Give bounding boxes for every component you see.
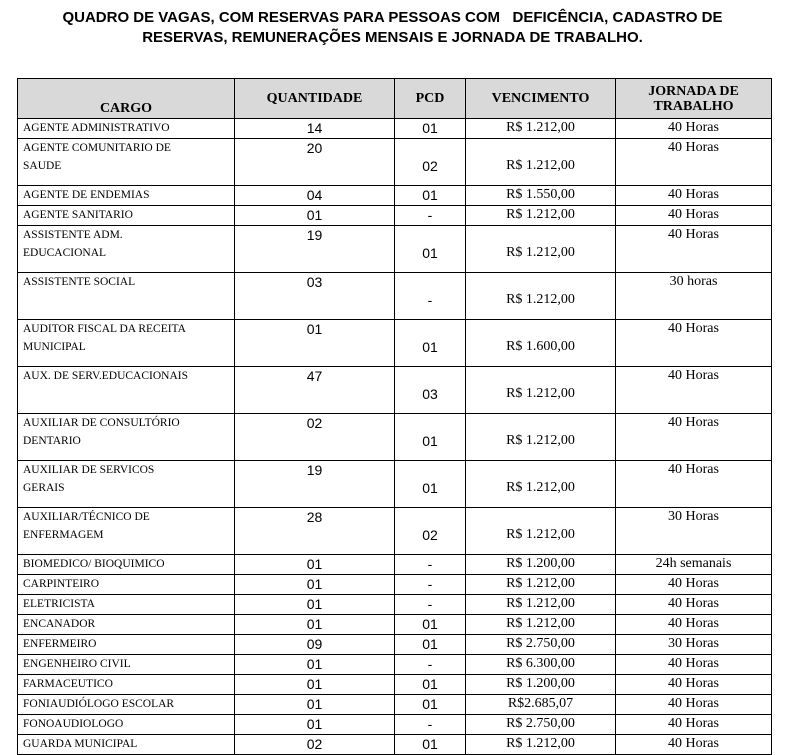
cell-vencimento: R$ 1.200,00 bbox=[466, 555, 616, 575]
cell-quantidade: 01 bbox=[235, 655, 395, 675]
cargo-line: FARMACEUTICO bbox=[23, 678, 113, 690]
cell-quantidade: 47 bbox=[235, 367, 395, 414]
cell-quantidade: 01 bbox=[235, 320, 395, 367]
cell-quantidade: 01 bbox=[235, 715, 395, 735]
cell-cargo bbox=[18, 226, 235, 273]
cell-quantidade: 03 bbox=[235, 273, 395, 320]
cell-cargo bbox=[18, 273, 235, 320]
cell-vencimento: R$2.685,07 bbox=[466, 695, 616, 715]
table-row bbox=[18, 555, 772, 575]
cell-quantidade: 19 bbox=[235, 461, 395, 508]
cell-pcd: - bbox=[395, 206, 466, 226]
cell-cargo bbox=[18, 206, 235, 226]
table-row bbox=[18, 508, 772, 555]
header-jornada-line-2: TRABALHO bbox=[653, 98, 734, 114]
cell-pcd: - bbox=[395, 555, 466, 575]
table-row bbox=[18, 675, 772, 695]
cell-jornada: 40 Horas bbox=[616, 695, 772, 715]
document-title bbox=[0, 8, 785, 48]
cargo-line: MUNICIPAL bbox=[23, 341, 86, 353]
cell-jornada: 24h semanais bbox=[616, 555, 772, 575]
cell-vencimento: R$ 2.750,00 bbox=[466, 715, 616, 735]
cell-quantidade: 01 bbox=[235, 615, 395, 635]
vacancies-table bbox=[17, 78, 772, 755]
cell-vencimento: R$ 1.200,00 bbox=[466, 675, 616, 695]
cargo-line: ELETRICISTA bbox=[23, 598, 95, 610]
cell-jornada: 40 Horas bbox=[616, 367, 772, 414]
cell-pcd: - bbox=[395, 273, 466, 320]
cell-pcd: 02 bbox=[395, 508, 466, 555]
cell-jornada: 30 Horas bbox=[616, 635, 772, 655]
cell-quantidade: 01 bbox=[235, 595, 395, 615]
cell-cargo bbox=[18, 414, 235, 461]
cell-quantidade: 01 bbox=[235, 206, 395, 226]
cell-cargo bbox=[18, 508, 235, 555]
cell-cargo bbox=[18, 675, 235, 695]
cell-quantidade: 14 bbox=[235, 119, 395, 139]
cell-vencimento: R$ 1.212,00 bbox=[466, 575, 616, 595]
cell-vencimento: R$ 1.212,00 bbox=[466, 615, 616, 635]
cell-pcd: 01 bbox=[395, 635, 466, 655]
cell-jornada: 40 Horas bbox=[616, 226, 772, 273]
table-row bbox=[18, 461, 772, 508]
cell-cargo bbox=[18, 575, 235, 595]
cargo-line: ENGENHEIRO CIVIL bbox=[23, 658, 131, 670]
cell-quantidade: 19 bbox=[235, 226, 395, 273]
cargo-line: GUARDA MUNICIPAL bbox=[23, 738, 138, 750]
table-row bbox=[18, 206, 772, 226]
cell-vencimento: R$ 6.300,00 bbox=[466, 655, 616, 675]
cell-vencimento: R$ 1.550,00 bbox=[466, 186, 616, 206]
table-row bbox=[18, 273, 772, 320]
cargo-line: AGENTE DE ENDEMIAS bbox=[23, 189, 150, 201]
cell-jornada: 40 Horas bbox=[616, 414, 772, 461]
table-row bbox=[18, 414, 772, 461]
cell-jornada: 30 horas bbox=[616, 273, 772, 320]
cell-cargo bbox=[18, 461, 235, 508]
header-jornada-line-1: JORNADA DE bbox=[648, 83, 739, 99]
cell-jornada: 40 Horas bbox=[616, 119, 772, 139]
cargo-line: ASSISTENTE ADM. bbox=[23, 229, 123, 241]
cell-jornada: 40 Horas bbox=[616, 139, 772, 186]
cargo-line: ENFERMEIRO bbox=[23, 638, 97, 650]
cargo-line: AUXILIAR DE SERVICOS bbox=[23, 464, 155, 476]
cell-quantidade: 02 bbox=[235, 735, 395, 755]
table-row bbox=[18, 595, 772, 615]
cell-pcd: 01 bbox=[395, 675, 466, 695]
cell-quantidade: 01 bbox=[235, 575, 395, 595]
cell-cargo bbox=[18, 320, 235, 367]
cell-quantidade: 09 bbox=[235, 635, 395, 655]
cell-vencimento: R$ 1.212,00 bbox=[466, 461, 616, 508]
cell-quantidade: 28 bbox=[235, 508, 395, 555]
header-quantidade: QUANTIDADE bbox=[235, 79, 395, 119]
header-cargo: CARGO bbox=[18, 79, 235, 119]
cargo-line: ENCANADOR bbox=[23, 618, 96, 630]
cell-pcd: 01 bbox=[395, 119, 466, 139]
cell-cargo bbox=[18, 615, 235, 635]
cargo-line: AUXILIAR/TÉCNICO DE bbox=[23, 511, 150, 523]
table-row bbox=[18, 615, 772, 635]
cell-jornada: 40 Horas bbox=[616, 461, 772, 508]
cargo-line: AGENTE COMUNITARIO DE bbox=[23, 142, 171, 154]
cell-pcd: 02 bbox=[395, 139, 466, 186]
cargo-line: SAUDE bbox=[23, 160, 62, 172]
cell-pcd: - bbox=[395, 655, 466, 675]
cell-pcd: 01 bbox=[395, 735, 466, 755]
cell-jornada: 40 Horas bbox=[616, 655, 772, 675]
cell-quantidade: 02 bbox=[235, 414, 395, 461]
cargo-line: AUXILIAR DE CONSULTÓRIO bbox=[23, 417, 180, 429]
cell-pcd: 03 bbox=[395, 367, 466, 414]
cell-cargo bbox=[18, 635, 235, 655]
cell-cargo bbox=[18, 119, 235, 139]
header-pcd: PCD bbox=[395, 79, 466, 119]
cell-quantidade: 01 bbox=[235, 675, 395, 695]
cell-quantidade: 04 bbox=[235, 186, 395, 206]
cell-cargo bbox=[18, 186, 235, 206]
cargo-line: EDUCACIONAL bbox=[23, 247, 107, 259]
cell-jornada: 40 Horas bbox=[616, 575, 772, 595]
cell-pcd: - bbox=[395, 595, 466, 615]
cargo-line: AUDITOR FISCAL DA RECEITA bbox=[23, 323, 186, 335]
cell-vencimento: R$ 1.212,00 bbox=[466, 367, 616, 414]
cargo-line: CARPINTEIRO bbox=[23, 578, 100, 590]
table-row bbox=[18, 655, 772, 675]
cell-vencimento: R$ 1.212,00 bbox=[466, 414, 616, 461]
cargo-line: ASSISTENTE SOCIAL bbox=[23, 276, 136, 288]
table-row bbox=[18, 715, 772, 735]
table-row bbox=[18, 367, 772, 414]
cell-vencimento: R$ 1.600,00 bbox=[466, 320, 616, 367]
cell-cargo bbox=[18, 715, 235, 735]
table-body bbox=[18, 119, 772, 755]
cell-pcd: 01 bbox=[395, 186, 466, 206]
cell-pcd: - bbox=[395, 575, 466, 595]
cell-jornada: 40 Horas bbox=[616, 186, 772, 206]
cell-pcd: 01 bbox=[395, 461, 466, 508]
cell-pcd: 01 bbox=[395, 226, 466, 273]
table-row bbox=[18, 186, 772, 206]
title-line-2: RESERVAS, REMUNERAÇÕES MENSAIS E JORNADA DE TRABALHO. bbox=[142, 29, 643, 46]
cargo-line: DENTARIO bbox=[23, 435, 81, 447]
cell-cargo bbox=[18, 655, 235, 675]
cell-cargo bbox=[18, 139, 235, 186]
table-row bbox=[18, 635, 772, 655]
cell-vencimento: R$ 1.212,00 bbox=[466, 273, 616, 320]
cell-cargo bbox=[18, 367, 235, 414]
cargo-line: AUX. DE SERV.EDUCACIONAIS bbox=[23, 370, 188, 382]
cell-jornada: 40 Horas bbox=[616, 735, 772, 755]
cell-pcd: 01 bbox=[395, 414, 466, 461]
cell-cargo bbox=[18, 595, 235, 615]
cell-vencimento: R$ 2.750,00 bbox=[466, 635, 616, 655]
cell-cargo bbox=[18, 555, 235, 575]
table-header-row bbox=[18, 79, 772, 119]
cell-jornada: 40 Horas bbox=[616, 320, 772, 367]
header-vencimento: VENCIMENTO bbox=[466, 79, 616, 119]
cargo-line: BIOMEDICO/ BIOQUIMICO bbox=[23, 558, 165, 570]
cell-vencimento: R$ 1.212,00 bbox=[466, 735, 616, 755]
cell-jornada: 40 Horas bbox=[616, 615, 772, 635]
cell-vencimento: R$ 1.212,00 bbox=[466, 206, 616, 226]
cell-jornada: 40 Horas bbox=[616, 595, 772, 615]
cell-vencimento: R$ 1.212,00 bbox=[466, 508, 616, 555]
cargo-line: ENFERMAGEM bbox=[23, 529, 104, 541]
cargo-line: GERAIS bbox=[23, 482, 65, 494]
cell-jornada: 40 Horas bbox=[616, 715, 772, 735]
cell-pcd: 01 bbox=[395, 615, 466, 635]
cell-vencimento: R$ 1.212,00 bbox=[466, 226, 616, 273]
table-row bbox=[18, 139, 772, 186]
table-row bbox=[18, 119, 772, 139]
cell-vencimento: R$ 1.212,00 bbox=[466, 595, 616, 615]
cell-quantidade: 20 bbox=[235, 139, 395, 186]
cell-vencimento: R$ 1.212,00 bbox=[466, 119, 616, 139]
cell-quantidade: 01 bbox=[235, 695, 395, 715]
cell-jornada: 30 Horas bbox=[616, 508, 772, 555]
cargo-line: AGENTE ADMINISTRATIVO bbox=[23, 122, 170, 134]
table-row bbox=[18, 226, 772, 273]
table-row bbox=[18, 735, 772, 755]
cell-vencimento: R$ 1.212,00 bbox=[466, 139, 616, 186]
cell-quantidade: 01 bbox=[235, 555, 395, 575]
cell-cargo bbox=[18, 735, 235, 755]
cargo-line: AGENTE SANITARIO bbox=[23, 209, 133, 221]
cell-jornada: 40 Horas bbox=[616, 675, 772, 695]
title-line-1: QUADRO DE VAGAS, COM RESERVAS PARA PESSOAS COM DEFICÊNCIA, CADASTRO DE bbox=[62, 9, 723, 26]
cell-pcd: 01 bbox=[395, 695, 466, 715]
header-jornada bbox=[616, 79, 772, 119]
table-row bbox=[18, 575, 772, 595]
cell-pcd: 01 bbox=[395, 320, 466, 367]
table-row bbox=[18, 320, 772, 367]
cargo-line: FONIAUDIÓLOGO ESCOLAR bbox=[23, 698, 175, 710]
cell-jornada: 40 Horas bbox=[616, 206, 772, 226]
cargo-line: FONOAUDIOLOGO bbox=[23, 718, 124, 730]
cell-pcd: - bbox=[395, 715, 466, 735]
table-row bbox=[18, 695, 772, 715]
cell-cargo bbox=[18, 695, 235, 715]
